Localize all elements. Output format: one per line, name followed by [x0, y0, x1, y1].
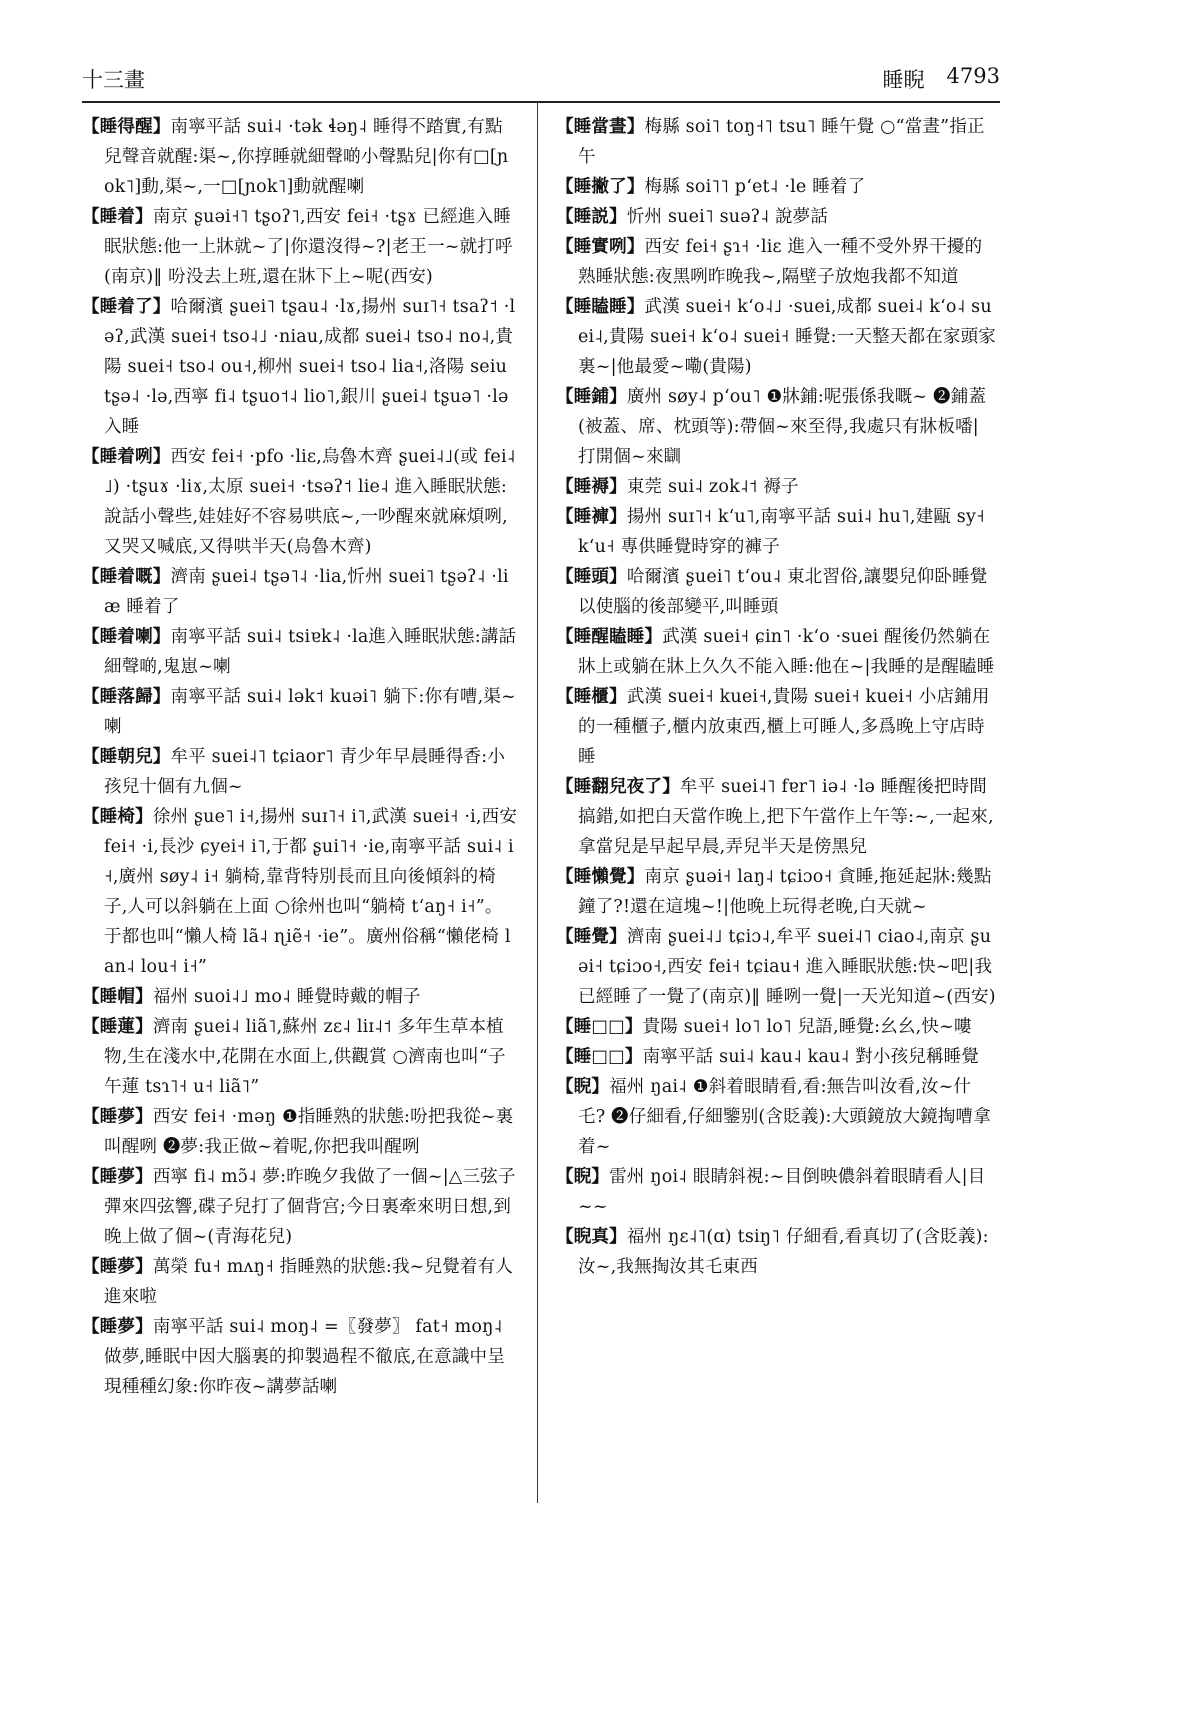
entry-headword: 【睡朝兒】 [82, 747, 171, 767]
headword-range: 睡睨 [882, 68, 925, 92]
column-divider [537, 103, 538, 1503]
entry-headword: 【睡夢】 [82, 1107, 153, 1127]
entry-definition: 福州 ŋɛ˨˥(ɑ) tsiŋ˥ 仔細看,看真切了(含貶義):汝~,我無掏汝其乇東西 [578, 1227, 989, 1277]
entry-definition: 哈爾濱 ʂuei˥ tʂau˨ ·lɤ,揚州 suɪ˥˧ tsaʔ˦ ·ləʔ,武漢 suei˧ tso˨˩ ·niau,成都 suei˨ tso˨ no˨,貴陽 suei˧ tso˨ ou˧,柳州 suei˧ tso˨ lia˧,洛陽 seiu tʂə˨ ·lə,西寧 fi˨ tʂuo˦˨ lio˥,銀川 ʂuei˨ tʂuə˥ ·lə 入睡 [104, 297, 516, 437]
dictionary-entry [82, 622, 518, 682]
entry-headword: 【睡當晝】 [556, 117, 645, 137]
entry-headword: 【睡□□】 [556, 1017, 643, 1037]
entry-definition: 福州 ŋai˨ ❶斜着眼睛看,看:無告叫汝看,汝~什乇? ❷仔細看,仔細鑒别(含貶義):大頭鏡放大鏡掏嘈拿着~ [578, 1077, 991, 1157]
entry-definition: 福州 suoi˨˩ mo˨ 睡覺時戴的帽子 [152, 987, 421, 1007]
dictionary-entry [556, 472, 996, 502]
dictionary-entry [556, 1042, 996, 1072]
entry-definition: 南寧平話 sui˨ ·tək ɬəŋ˨ 睡得不踏實,有點兒聲音就醒:渠~,你㨃睡就細聲啲小聲點兒|你有□[ɲok˥]動,渠~,一□[ɲok˥]動就醒喇 [104, 117, 509, 197]
entry-definition: 武漢 suei˧ ɕin˥ ·kʻo ·suei 醒後仍然躺在牀上或躺在牀上久久不能入睡:他在~|我睡的是醒瞌睡 [578, 627, 995, 677]
entry-definition: 忻州 suei˥ suəʔ˨ 說夢話 [626, 207, 829, 227]
entry-definition: 貴陽 suei˧ lo˥ lo˥ 兒語,睡覺:幺幺,快~嘍 [642, 1017, 972, 1037]
entry-headword: 【睡翻兒夜了】 [556, 777, 680, 797]
dictionary-entry [82, 982, 518, 1012]
dictionary-entry [556, 1162, 996, 1222]
dictionary-entry [556, 232, 996, 292]
dictionary-entry [82, 802, 518, 982]
entry-definition: 牟平 suei˨˥ fɐr˥ iə˨ ·lə 睡醒後把時間搞錯,如把白天當作晚上,把下午當作上午等:~,一起來,拿當兒是早起早晨,弄兒半天是傍黑兒 [578, 777, 994, 857]
section-title: 十三畫 [82, 68, 145, 92]
page-number: 4793 [946, 64, 1000, 88]
entry-headword: 【睡褲】 [556, 507, 627, 527]
entry-headword: 【睨】 [556, 1077, 610, 1097]
entry-definition: 濟南 ʂuei˨ liã˥,蘇州 zɛ˨ liɪ˨˦ 多年生草本植物,生在淺水中,花開在水面上,供觀賞 ○濟南也叫“子午蓮 tsɿ˥˧ u˧ liã˥” [104, 1017, 506, 1097]
dictionary-entry [556, 562, 996, 622]
dictionary-entry [82, 112, 518, 202]
dictionary-entry [82, 442, 518, 562]
dictionary-entry [556, 772, 996, 862]
dictionary-entry [82, 562, 518, 622]
entry-headword: 【睡□□】 [556, 1047, 643, 1067]
entry-definition: 梅縣 soi˥˥ pʻet˨ ·le 睡着了 [644, 177, 866, 197]
running-head [82, 60, 1000, 94]
entry-headword: 【睡椅】 [82, 807, 153, 827]
entry-definition: 牟平 suei˨˥ tɕiaor˥ 青少年早晨睡得香:小孩兒十個有九個~ [104, 747, 506, 797]
entry-headword: 【睡説】 [556, 207, 627, 227]
entry-headword: 【睡瞌睡】 [556, 297, 645, 317]
dictionary-entry [82, 202, 518, 292]
entry-definition: 西安 fei˧ ʂɿ˧ ·liɛ 進入一種不受外界干擾的熟睡狀態:夜黑咧昨晚我~,隔壁子放炮我都不知道 [578, 237, 983, 287]
entry-definition: 東莞 sui˨ zok˨˦ 褥子 [626, 477, 799, 497]
entry-definition: 徐州 ʂue˥ i˧,揚州 suɪ˥˧ i˥,武漢 suei˧ ·i,西安 fei˧ ·i,長沙 ɕyei˧ i˥,于都 ʂui˥˧ ·ie,南寧平話 sui˨ i˧,廣州 søy˨ i˧ 躺椅,靠背特別長而且向後傾斜的椅子,人可以斜躺在上面 ○徐州也叫“躺椅 tʻaŋ˧ i˧”。于都也叫“懶人椅 lã˨ ɳiẽ˧ ·ie”。廣州俗稱“懶佬椅 lan˨ lou˧ i˧” [104, 807, 518, 977]
entry-definition: 武漢 suei˧ kuei˧,貴陽 suei˧ kuei˧ 小店鋪用的一種櫃子,櫃内放東西,櫃上可睡人,多爲晚上守店時睡 [578, 687, 990, 767]
entry-headword: 【睡落歸】 [82, 687, 171, 707]
entry-headword: 【睡撇了】 [556, 177, 645, 197]
entry-definition: 南京 ʂuəi˧ laŋ˨ tɕiɔo˧ 貪睡,拖延起牀:幾點鐘了?!還在這塊~!|他晚上玩得老晚,白天就~ [578, 867, 992, 917]
dictionary-entry [556, 622, 996, 682]
entry-headword: 【睡實咧】 [556, 237, 645, 257]
entry-definition: 南京 ʂuəi˧˥ tʂoʔ˥,西安 fei˧ ·tʂɤ 已經進入睡眠狀態:他一上牀就~了|你還沒得~?|老王一~就打呼(南京)‖ 吩没去上班,還在牀下上~呢(西安) [104, 207, 513, 287]
dictionary-entry [82, 682, 518, 742]
dictionary-entry [556, 1012, 996, 1042]
dictionary-entry [556, 502, 996, 562]
dictionary-entry [556, 172, 996, 202]
entry-headword: 【睡醒瞌睡】 [556, 627, 663, 647]
entry-definition: 哈爾濱 ʂuei˥ tʻou˨ 東北習俗,讓嬰兒仰卧睡覺以使腦的後部變平,叫睡頭 [578, 567, 988, 617]
right-column [556, 112, 996, 1282]
entry-headword: 【睡着嘅】 [82, 567, 171, 587]
entry-definition: 武漢 suei˧ kʻo˨˩ ·suei,成都 suei˨ kʻo˨ suei˨,貴陽 suei˧ kʻo˨ suei˧ 睡覺:一天整天都在家頭家裏~|他最愛~嘞(貴陽) [578, 297, 996, 377]
entry-definition: 廣州 søy˨ pʻou˥ ❶牀鋪:呢張係我嘅~ ❷鋪蓋(被蓋、席、枕頭等):帶個~來至得,我處只有牀板噃|打開個~來瞓 [578, 387, 987, 467]
dictionary-entry [82, 1162, 518, 1252]
dictionary-entry [556, 862, 996, 922]
dictionary-entry [82, 742, 518, 802]
entry-headword: 【睨真】 [556, 1227, 627, 1247]
entry-headword: 【睡着咧】 [82, 447, 171, 467]
entry-definition: 濟南 ʂuei˨˩ tɕiɔ˨,牟平 suei˨˥ ciao˨,南京 ʂuəi˧ tɕiɔo˧,西安 fei˧ tɕiau˧ 進入睡眠狀態:快~吧|我已經睡了一覺了(南京)‖ 睡咧一覺|一天光知道~(西安) [578, 927, 996, 1007]
entry-definition: 萬榮 fu˧ mʌŋ˧ 指睡熟的狀態:我~兒覺着有人進來啦 [104, 1257, 514, 1307]
head-right [883, 64, 1000, 94]
entry-headword: 【睡夢】 [82, 1257, 153, 1277]
entry-headword: 【睡着】 [82, 207, 153, 227]
dictionary-entry [556, 112, 996, 172]
dictionary-entry [556, 202, 996, 232]
dictionary-entry [82, 1252, 518, 1312]
entry-definition: 梅縣 soi˥ toŋ˧˥ tsu˥ 睡午覺 ○“當晝”指正午 [578, 117, 985, 167]
left-column [82, 112, 518, 1402]
entry-definition: 雷州 ŋoi˨ 眼睛斜視:~目倒映儂斜着眼睛看人|目~~ [578, 1167, 986, 1217]
entry-headword: 【睡頭】 [556, 567, 627, 587]
entry-headword: 【睡得醒】 [82, 117, 171, 137]
dictionary-entry [556, 1072, 996, 1162]
dictionary-entry [556, 682, 996, 772]
entry-definition: 南寧平話 sui˨ kau˨ kau˨ 對小孩兒稱睡覺 [642, 1047, 980, 1067]
entry-definition: 揚州 suɪ˥˧ kʻu˥,南寧平話 sui˨ hu˥,建甌 sy˧ kʻu˧ 專供睡覺時穿的褲子 [578, 507, 985, 557]
entry-headword: 【睡懶覺】 [556, 867, 645, 887]
entry-definition: 西寧 fi˨ mɔ̃˨ 夢:昨晚夕我做了一個~|△三弦子彈來四弦響,碟子兒打了個背宫;今日裏牽來明日想,到晚上做了個~(青海花兒) [104, 1167, 516, 1247]
entry-headword: 【睡蓮】 [82, 1017, 153, 1037]
dictionary-entry [82, 1102, 518, 1162]
entry-headword: 【睡着喇】 [82, 627, 171, 647]
dictionary-entry [556, 382, 996, 472]
entry-headword: 【睡帽】 [82, 987, 153, 1007]
entry-headword: 【睡着了】 [82, 297, 171, 317]
entry-headword: 【睡鋪】 [556, 387, 627, 407]
dictionary-entry [82, 1012, 518, 1102]
dictionary-entry [82, 1312, 518, 1402]
header-rule [82, 101, 1000, 103]
dictionary-entry [556, 292, 996, 382]
entry-headword: 【睡褥】 [556, 477, 627, 497]
dictionary-entry [556, 1222, 996, 1282]
entry-definition: 西安 fei˧ ·pfo ·liɛ,烏魯木齊 ʂuei˨˩(或 fei˨˩) ·tʂuɤ ·liɤ,太原 suei˧ ·tsəʔ˦ lie˨ 進入睡眠狀態:說話小聲些,娃娃好不容易哄底~,一吵醒來就麻煩咧,又哭又喊底,又得哄半天(烏魯木齊) [104, 447, 516, 557]
entry-headword: 【睡夢】 [82, 1167, 153, 1187]
entry-headword: 【睡夢】 [82, 1317, 153, 1337]
dictionary-entry [82, 292, 518, 442]
entry-definition: 濟南 ʂuei˨ tʂə˥˨ ·lia,忻州 suei˥ tʂəʔ˨ ·liæ 睡着了 [104, 567, 509, 617]
entry-definition: 南寧平話 sui˨ tsiɐk˨ ·la進入睡眠狀態:講話細聲啲,鬼崽~喇 [104, 627, 517, 677]
dictionary-entry [556, 922, 996, 1012]
entry-definition: 南寧平話 sui˨ lək˦ kuəi˥ 躺下:你有嘈,渠~喇 [104, 687, 516, 737]
entry-headword: 【睨】 [556, 1167, 610, 1187]
entry-definition: 西安 fei˧ ·məŋ ❶指睡熟的狀態:吩把我從~裏叫醒咧 ❷夢:我正做~着呢,你把我叫醒咧 [104, 1107, 514, 1157]
entry-headword: 【睡覺】 [556, 927, 627, 947]
entry-definition: 南寧平話 sui˨ moŋ˨ =〖發夢〗 fat˧ moŋ˨ 做夢,睡眠中因大腦裏的抑製過程不徹底,在意識中呈現種種幻象:你昨夜~講夢話喇 [104, 1317, 505, 1397]
entry-headword: 【睡櫃】 [556, 687, 627, 707]
